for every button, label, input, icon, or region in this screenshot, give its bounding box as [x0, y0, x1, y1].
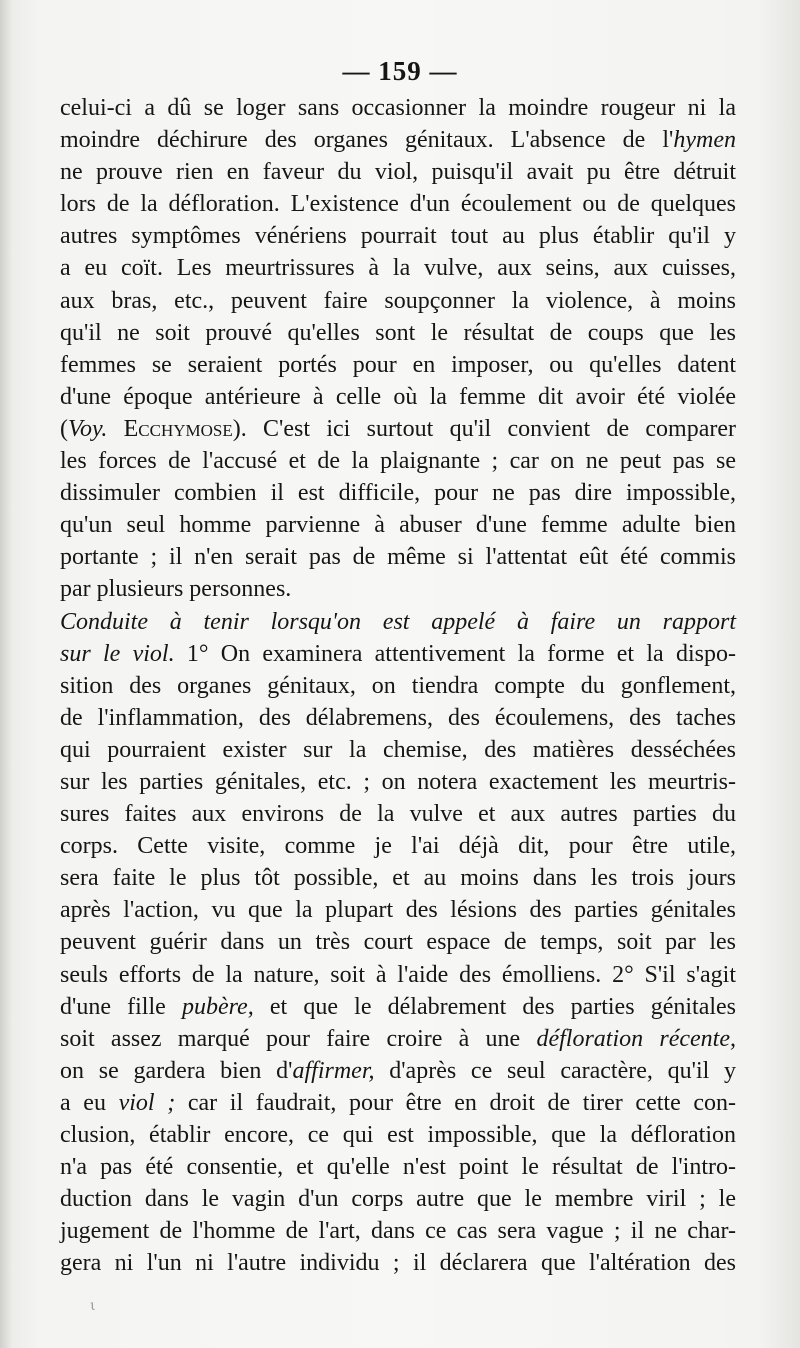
- text-run: clusion, établir encore, ce qui est impossible, que la défloration: [60, 1122, 736, 1148]
- text-line: [60, 477, 736, 509]
- text-line: [60, 1087, 736, 1119]
- text-line: [60, 894, 736, 926]
- text-line: [60, 124, 736, 156]
- text-line: [60, 1055, 736, 1087]
- text-line: [60, 959, 736, 991]
- text-run: femmes se seraient portés pour en imposer, ou qu'elles datent: [60, 351, 736, 378]
- italic-text: défloration récente,: [536, 1025, 736, 1052]
- italic-text: hymen: [673, 127, 736, 154]
- margin-mark: ι: [90, 1298, 96, 1314]
- text-line: [60, 541, 736, 573]
- text-run: moindre déchirure des organes génitaux. L'absence de l': [60, 127, 674, 154]
- text-run: d'après ce seul caractère, qu'il y: [374, 1057, 737, 1084]
- text-line: [60, 413, 736, 445]
- text-run: d'une époque antérieure à celle où la femme dit avoir été violée: [60, 383, 736, 410]
- text-line: [60, 381, 736, 413]
- text-run: sur les parties génitales, etc. ; on notera exactement les meurtris-: [60, 768, 736, 795]
- text-line: [60, 670, 736, 702]
- text-run: celui-ci a dû se loger sans occasionner la moindre rougeur ni la: [60, 95, 736, 121]
- text-run: sera faite le plus tôt possible, et au moins dans les trois jours: [60, 865, 736, 892]
- text-line: [60, 1247, 736, 1279]
- italic-text: Conduite à tenir lorsqu'on est appelé à faire un rapport: [60, 608, 736, 635]
- text-line: [60, 1215, 736, 1247]
- text-run: seuls efforts de la nature, soit à l'aide des émolliens. 2° S'il s'agit: [60, 961, 736, 988]
- text-line: [60, 702, 736, 734]
- text-line: [60, 445, 736, 477]
- text-run: qui pourraient exister sur la chemise, des matières desséchées: [60, 736, 736, 763]
- text-run: de l'inflammation, des délabremens, des écoulemens, des taches: [60, 704, 736, 731]
- text-line: [60, 830, 736, 862]
- text-run: par plusieurs personnes.: [60, 576, 292, 603]
- page-number-header: — 159 —: [342, 56, 458, 86]
- text-line: [60, 188, 736, 220]
- small-caps-text: Ecchymose: [123, 415, 233, 442]
- text-run: qu'il ne soit prouvé qu'elles sont le résultat de coups que les: [60, 319, 736, 346]
- text-line: [60, 734, 736, 766]
- italic-text: pubère,: [181, 993, 254, 1020]
- text-line: [60, 606, 736, 638]
- text-line: [60, 156, 736, 188]
- text-run: duction dans le vagin d'un corps autre que le membre viril ; le: [60, 1186, 736, 1213]
- text-line: [60, 220, 736, 252]
- text-line: [60, 285, 736, 317]
- text-run: n'a pas été consentie, et qu'elle n'est point le résultat de l'intro-: [60, 1154, 736, 1181]
- text-run: ). C'est ici surtout qu'il convient de comparer: [232, 415, 737, 442]
- text-run: qu'un seul homme parvienne à abuser d'une femme adulte bien: [60, 512, 736, 539]
- text-run: d'une fille: [60, 993, 182, 1020]
- page-edge-shadow: [0, 0, 12, 1348]
- text-line: [60, 92, 736, 124]
- text-run: a eu: [60, 1089, 119, 1116]
- text-run: sition des organes génitaux, on tiendra compte du gonflement,: [60, 672, 736, 699]
- text-run: lors de la défloration. L'existence d'un écoulement ou de quelques: [60, 191, 736, 218]
- text-line: [60, 252, 736, 284]
- text-line: [60, 991, 736, 1023]
- text-line: [60, 1023, 736, 1055]
- text-run: a eu coït. Les meurtrissures à la vulve, aux seins, aux cuisses,: [60, 255, 736, 282]
- text-line: [60, 1183, 736, 1215]
- page-body-text: [60, 92, 736, 1279]
- text-run: portante ; il n'en serait pas de même si l'attentat eût été commis: [60, 544, 736, 571]
- text-run: 1° On examinera attentivement la forme et la dispo-: [174, 640, 737, 667]
- text-line: [60, 926, 736, 958]
- text-run: et que le délabrement des parties génitales: [253, 993, 737, 1020]
- text-run: (: [60, 415, 68, 442]
- text-line: [60, 573, 736, 605]
- text-run: peuvent guérir dans un très court espace de temps, soit par les: [60, 929, 736, 956]
- text-run: on se gardera bien d': [60, 1057, 293, 1084]
- text-run: [107, 416, 123, 442]
- text-run: gera ni l'un ni l'autre individu ; il déclarera que l'altération des: [60, 1250, 736, 1277]
- text-run: ne prouve rien en faveur du viol, puisqu'il avait pu être détruit: [60, 159, 736, 186]
- text-line: [60, 1151, 736, 1183]
- text-line: [60, 1119, 736, 1151]
- italic-text: viol ;: [118, 1089, 176, 1116]
- text-run: car il faudrait, pour être en droit de tirer cette con-: [175, 1089, 736, 1116]
- text-run: sures faites aux environs de la vulve et aux autres parties du: [60, 801, 736, 828]
- text-line: [60, 862, 736, 894]
- text-run: jugement de l'homme de l'art, dans ce cas sera vague ; il ne char-: [60, 1218, 736, 1245]
- text-run: aux bras, etc., peuvent faire soupçonner la violence, à moins: [60, 287, 736, 314]
- text-run: corps. Cette visite, comme je l'ai déjà dit, pour être utile,: [60, 833, 736, 860]
- italic-text: Voy.: [68, 415, 108, 442]
- text-line: [60, 317, 736, 349]
- text-run: soit assez marqué pour faire croire à une: [60, 1025, 537, 1052]
- text-run: les forces de l'accusé et de la plaignante ; car on ne peut pas se: [60, 448, 736, 475]
- text-line: [60, 766, 736, 798]
- text-run: après l'action, vu que la plupart des lésions des parties génitales: [60, 897, 736, 924]
- text-run: autres symptômes vénériens pourrait tout au plus établir qu'il y: [60, 223, 736, 250]
- italic-text: affirmer,: [292, 1057, 375, 1084]
- text-line: [60, 638, 736, 670]
- text-line: [60, 509, 736, 541]
- text-run: dissimuler combien il est difficile, pour ne pas dire impossible,: [60, 480, 736, 507]
- italic-text: sur le viol.: [60, 640, 175, 667]
- text-line: [60, 349, 736, 381]
- text-line: [60, 798, 736, 830]
